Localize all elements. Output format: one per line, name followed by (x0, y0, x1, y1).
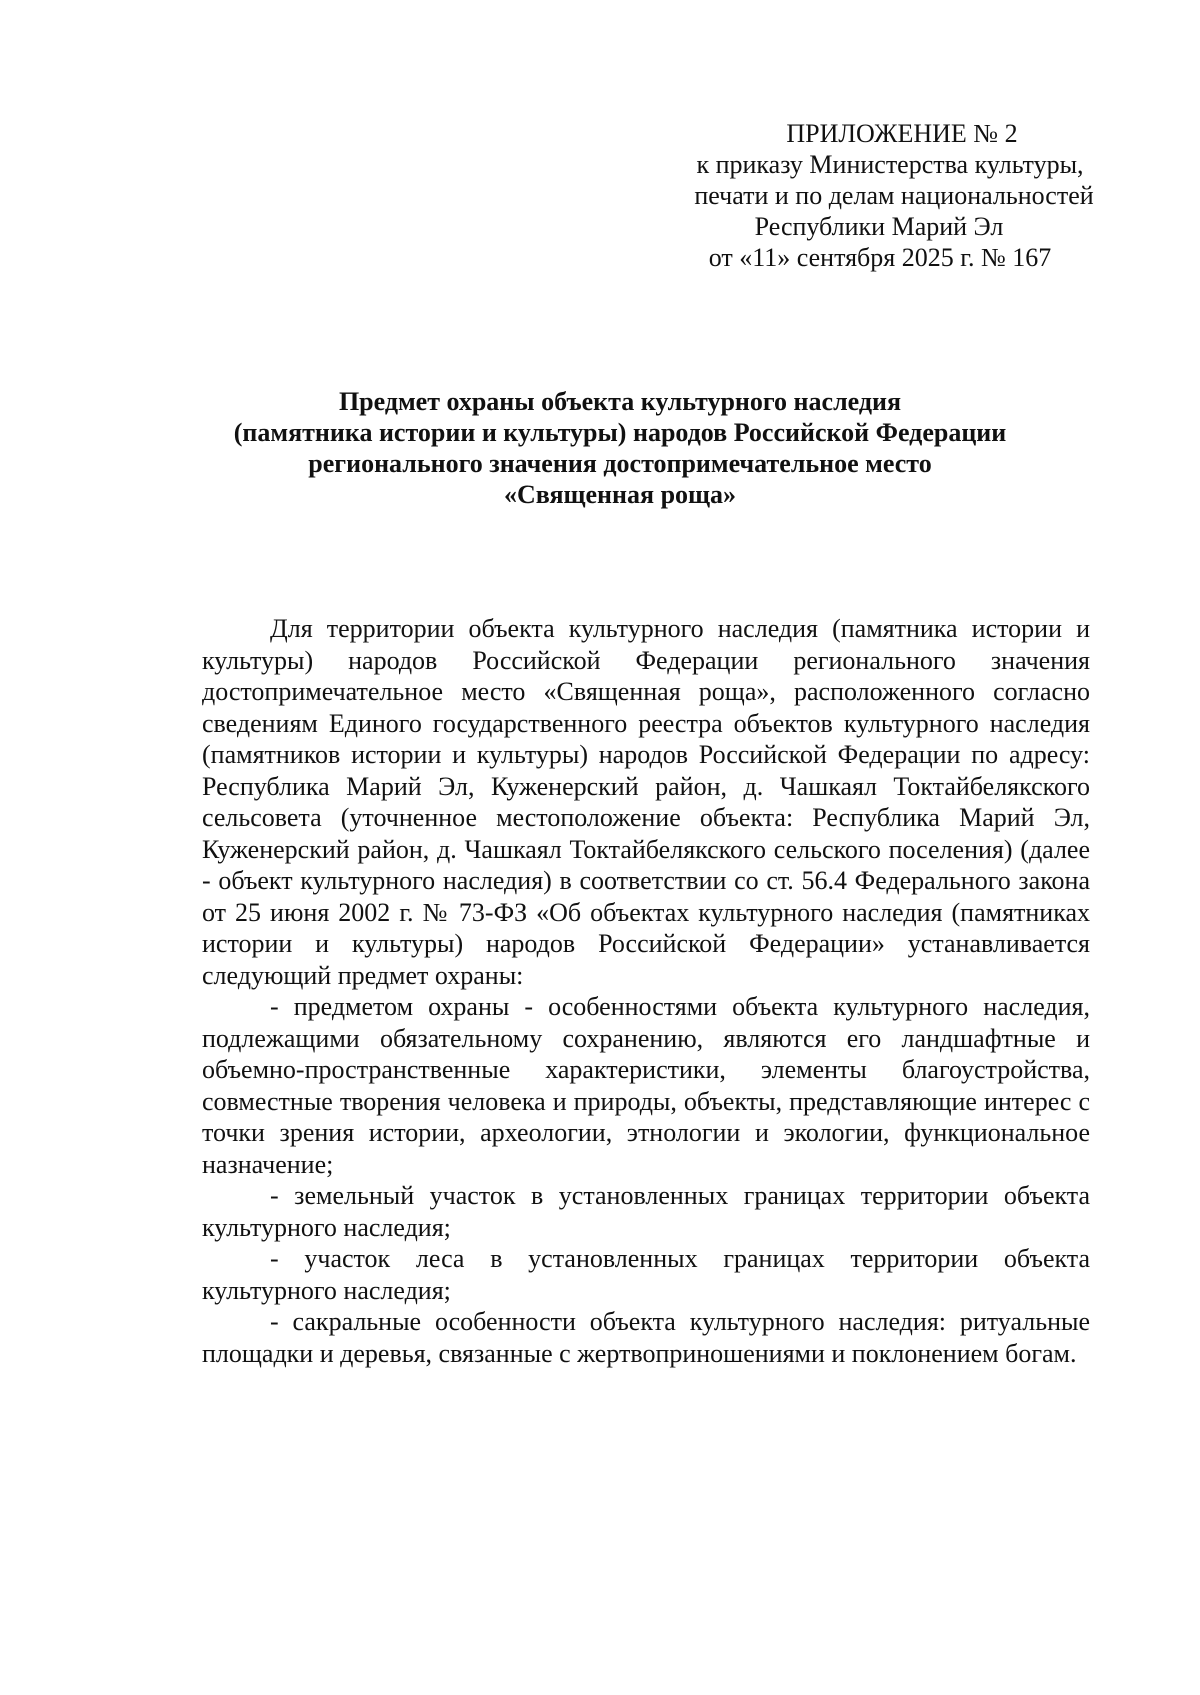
appendix-number: ПРИЛОЖЕНИЕ № 2 (786, 119, 1018, 148)
list-item-forest-plot: - участок леса в установленных границах территории объекта культурного наследия; (202, 1244, 1090, 1305)
title-line: Предмет охраны объекта культурного наследия (338, 387, 902, 416)
document-title (190, 386, 1050, 510)
appendix-date-line: от «11» сентября 2025 г. № 167 (708, 243, 1052, 272)
list-item-sacral-features: - сакральные особенности объекта культурного наследия: ритуальные площадки и деревья, связанные с жертвоприношениями и поклонением богам. (202, 1307, 1090, 1368)
title-line: «Священная роща» (504, 480, 736, 509)
list-item-land-plot: - земельный участок в установленных границах территории объекта культурного наследия; (202, 1181, 1090, 1242)
appendix-order-line: к приказу Министерства культуры, (696, 150, 1084, 179)
title-line: регионального значения достопримечательное место (308, 449, 932, 478)
appendix-header (660, 118, 1120, 273)
appendix-republic-line: Республики Марий Эл (754, 212, 1004, 241)
appendix-ministry-line: печати и по делам национальностей (694, 181, 1094, 210)
list-item-protection-subject: - предметом охраны - особенностями объекта культурного наследия, подлежащими обязательному сохранению, являются его ландшафтные и объемно-пространственные характеристики, элементы благоустройства, совместные творения человека и природы, объекты, представляющие интерес с точки зрения истории, археологии, этнологии и экологии, функциональное назначение; (202, 992, 1090, 1179)
document-body (202, 613, 1090, 1369)
title-line: (памятника истории и культуры) народов Российской Федерации (233, 418, 1007, 447)
intro-paragraph: Для территории объекта культурного наследия (памятника истории и культуры) народов Российской Федерации регионального значения достопримечательное место «Священная роща», расположенного согласно сведениям Единого государственного реестра объектов культурного наследия (памятников истории и культуры) народов Российской Федерации по адресу: Республика Марий Эл, Куженерский район, д. Чашкаял Токтайбелякского сельсовета (уточненное местоположение объекта: Республика Марий Эл, Куженерский район, д. Чашкаял Токтайбелякского сельского поселения) (далее - объект культурного наследия) в соответствии со ст. 56.4 Федерального закона от 25 июня 2002 г. № 73-ФЗ «Об объектах культурного наследия (памятниках истории и культуры) народов Российской Федерации» устанавливается следующий предмет охраны: (202, 614, 1090, 990)
